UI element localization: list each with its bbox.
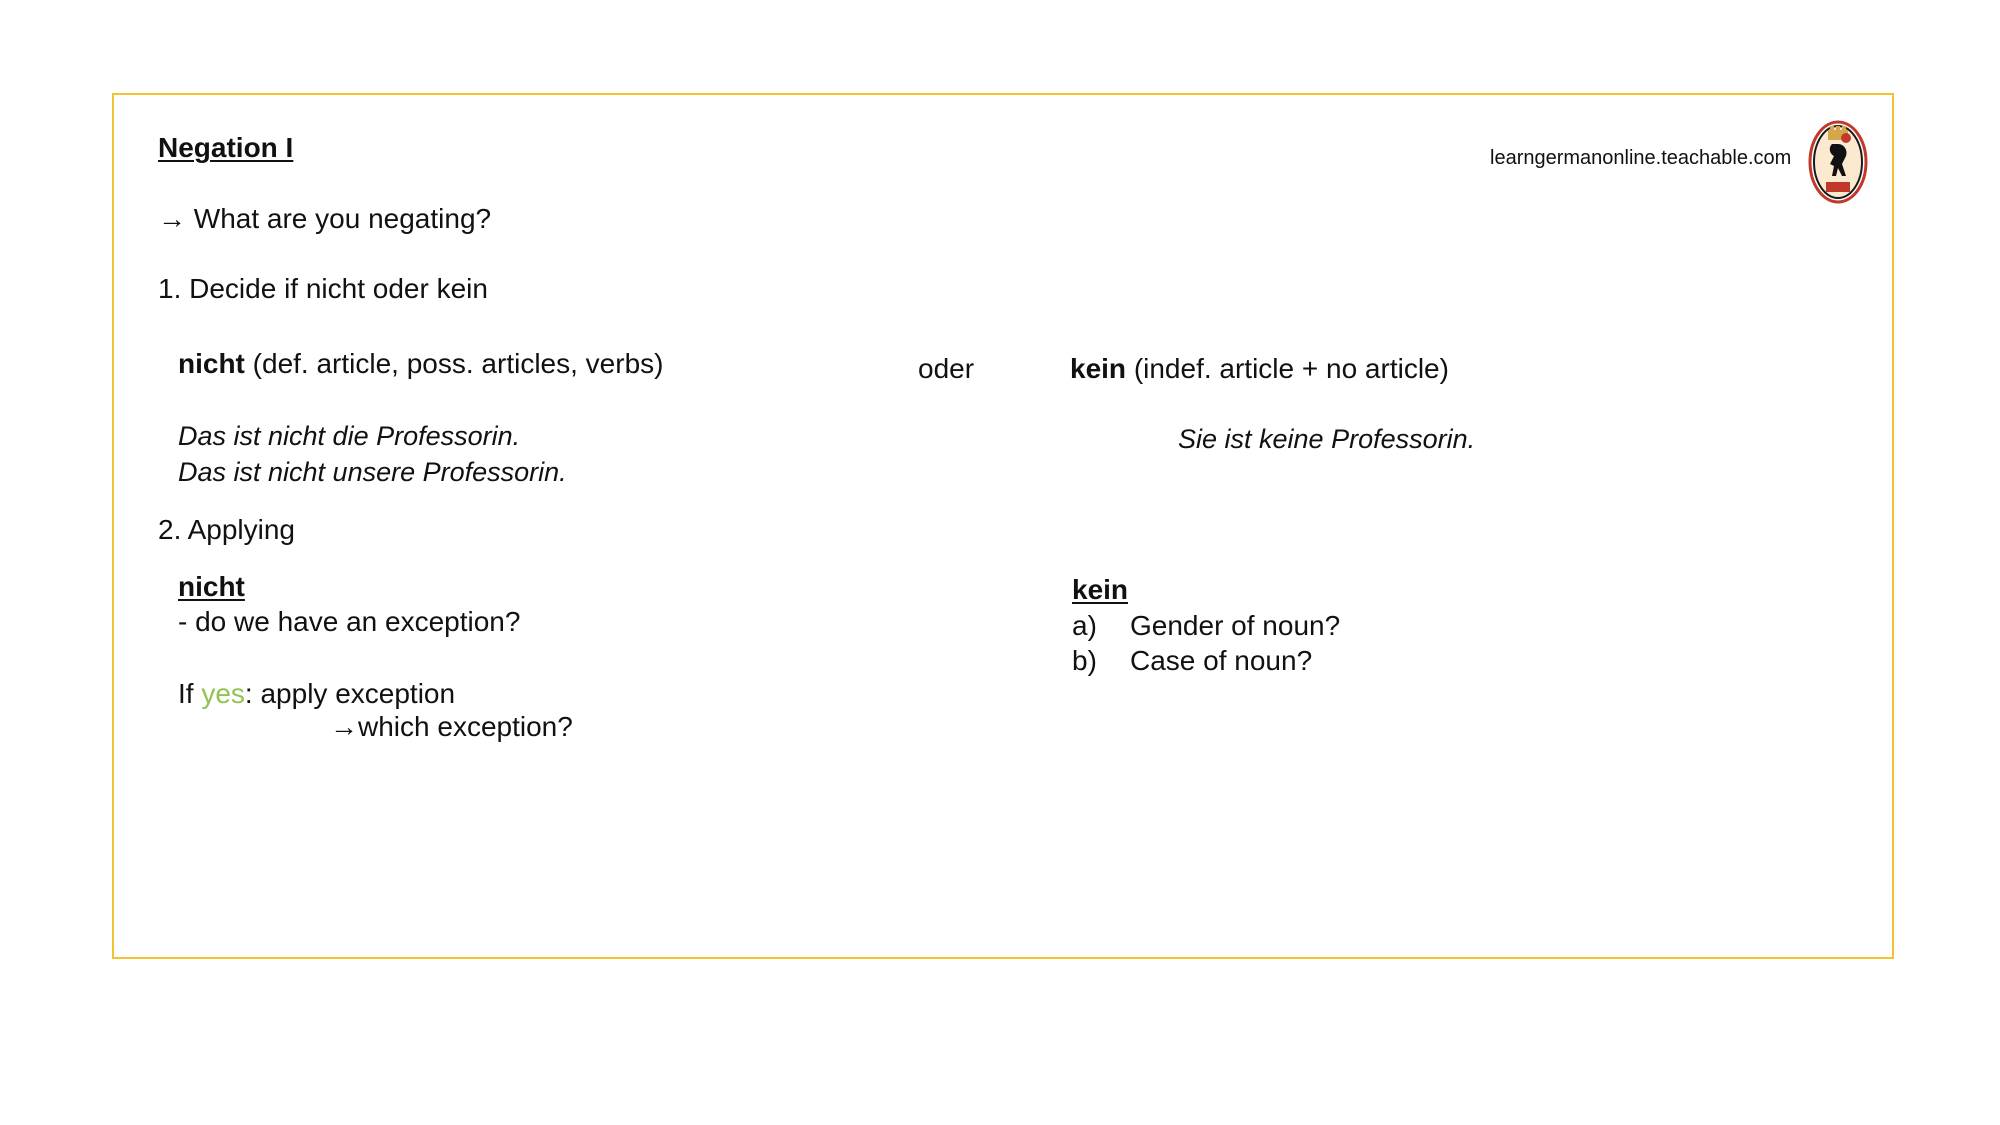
step-2-heading: 2. Applying xyxy=(158,514,295,545)
kein-description: (indef. article + no article) xyxy=(1133,353,1449,384)
if-suffix: : apply exception xyxy=(244,678,456,709)
if-yes-line xyxy=(178,677,455,711)
question-line xyxy=(158,202,491,236)
list-item-text: Gender of noun? xyxy=(1130,610,1341,641)
which-exception-text: which exception? xyxy=(358,711,573,742)
kein-keyword: kein xyxy=(1070,353,1127,384)
nicht-section-heading: nicht xyxy=(178,571,245,602)
kein-example: Sie ist keine Professorin. xyxy=(1178,424,1476,454)
kein-rule xyxy=(1070,352,1449,386)
website-url: learngermanonline.teachable.com xyxy=(1490,147,1792,169)
list-item-label: b) xyxy=(1072,645,1097,676)
berlin-bear-crest-icon xyxy=(1808,120,1868,204)
arrow-right-icon: → xyxy=(158,203,186,234)
yes-highlight: yes xyxy=(201,678,245,709)
exception-question: - do we have an exception? xyxy=(178,606,521,637)
step-1-heading: 1. Decide if nicht oder kein xyxy=(158,273,488,304)
which-exception-line xyxy=(330,710,573,744)
oder-connector: oder xyxy=(918,353,975,384)
list-item-text: Case of noun? xyxy=(1130,645,1313,676)
nicht-rule xyxy=(178,347,663,381)
if-prefix: If xyxy=(178,678,194,709)
kein-section-heading: kein xyxy=(1072,574,1129,605)
list-item xyxy=(1072,609,1340,643)
nicht-example-2: Das ist nicht unsere Professorin. xyxy=(178,457,567,487)
question-text: What are you negating? xyxy=(193,203,492,234)
nicht-description: (def. article, poss. articles, verbs) xyxy=(252,348,664,379)
page-title: Negation I xyxy=(158,132,294,163)
list-item-label: a) xyxy=(1072,610,1097,641)
list-item xyxy=(1072,644,1312,678)
nicht-keyword: nicht xyxy=(178,348,245,379)
nicht-example-1: Das ist nicht die Professorin. xyxy=(178,421,521,451)
arrow-right-icon: → xyxy=(330,711,358,742)
